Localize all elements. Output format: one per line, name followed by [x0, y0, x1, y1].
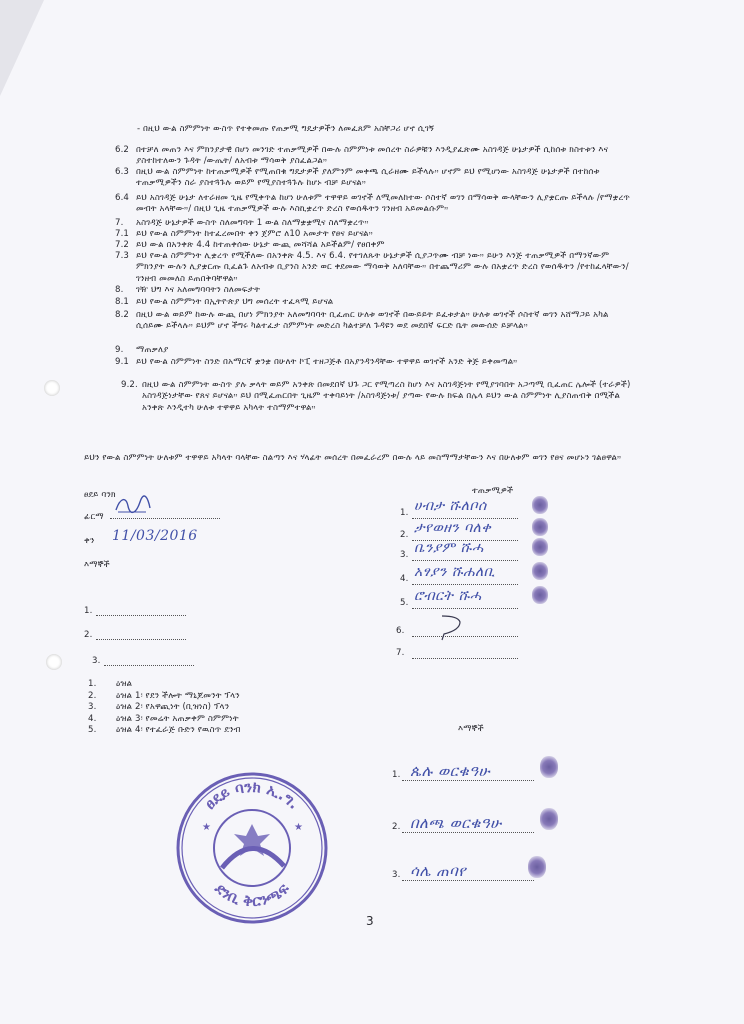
clause-number: 7.1	[115, 229, 129, 239]
beneficiary-signature: ቤንያም ሹሓ	[414, 540, 484, 556]
signature-line	[110, 518, 220, 519]
beneficiary-line	[412, 518, 518, 519]
right-witness-number: 3.	[392, 870, 401, 880]
attachment-number: 5.	[88, 725, 97, 735]
clause-number: 7.	[115, 218, 124, 228]
clause-text: ይህ የውል ስምምነት ከተፈረመበት ቀን ጀምሮ ለ10 አመታት የፀና ይሆናል።	[136, 229, 373, 239]
clause-text: ይህ የውል ስምምነት ሊቋረጥ የሚችለው በአንቀጽ 4.5. እና 6.4. የተገለጹት ሁኔታዎች ሲያጋጥሙ ብቻ ነው። ይሁን እንጅ ተጠቃሚዎች በማንኛውም ምክንያት ውሉን ሊያቋርጡ ቢፈልጉ ለአብቱ ቢያንስ አንድ ወር ቀደመው ማሳወቅ አለባቸው። በተጨማሪም ውሉ በአቋረጥ ድረስ የወሰዱትን /የተከፈላቸውን/ ገንዘብ መመለስ ይጠበቅባቸዋል።	[136, 251, 629, 284]
punch-hole	[46, 654, 62, 670]
right-witness-line	[402, 780, 534, 781]
clause-text: በዚህ ውል ስምምነት ውስጥ ያሉ ቃላት ወይም አንቀጽ በመደበኛ ህጉ ጋር የሚጣረስ ከሆነ እና አስገዳጅነት የሚያገባበት አጋጣሚ ቢፈጠር ሌሎች (ተራዎች) አስገዳጅነታቸው የጸና ይሆናል። ይህ በሚፈጠርበት ጊዜም ተቀባይነት /አስገዳጅነቱ/ ያጣው የውሉ ክፍል በሌላ ይህን ውል ስምምነት ሊያስጠብቅ በሚችል አንቀጽ እንዲተካ ሁለቱ ተዋዋይ አካላት ተስማምተዋል።	[142, 380, 631, 413]
attachment-number: 1.	[88, 679, 97, 689]
stamp-star-icon: ★	[202, 822, 211, 833]
beneficiary-line	[412, 560, 518, 561]
stamp-bottom-text: ደንቢ ቅርንጫፍ	[211, 879, 293, 911]
attachment-number: 4.	[88, 713, 97, 724]
beneficiary-signature: ሮብርት ሹሓ	[414, 588, 482, 604]
fingerprint-icon	[532, 518, 548, 536]
attachment-text: ዕዝል 1፡ የደን ችሎት ማኒጆመንት ፕላን	[116, 690, 240, 701]
beneficiary-number: 2.	[400, 530, 409, 540]
attachment-text: ዕዝል 2፡ የአዋጪነት (ቢዝነስ) ፕላን	[116, 702, 230, 712]
clause-number: 6.4	[115, 193, 129, 203]
fingerprint-icon	[540, 756, 558, 778]
clause-text: ገዥ ህግ እና አለመግባባትን ስለመፍታት	[136, 285, 261, 295]
folded-corner	[0, 0, 44, 96]
stamp-star-icon: ★	[294, 822, 303, 833]
right-witness-signature: በለጫ ወርቁዓሁ	[410, 814, 502, 832]
beneficiaries-label: ተጠቃሚዎች	[472, 486, 514, 496]
fingerprint-icon	[528, 856, 546, 878]
clause-text: አስገዳጅ ሁኔታዎች ውስጥ ስለመግባት 1 ውል ስለማቋቋሚና ስለማቋረጥ።	[136, 218, 369, 228]
clause-text: ይህ የውል ስምምነት ስንድ በአማርኛ ቋንቋ በሁለት ኮፒ ተዘጋጅቶ በአያንዳንዳቸው ተዋዋይ ወገኖች አንድ ቅጅ ይቀመጣል።	[136, 357, 518, 367]
attachment-number: 3.	[88, 702, 97, 712]
attachment-text: ዕዝል 3፡ የመሬት አጠቃቀም ስምምነት	[116, 713, 239, 724]
beneficiary-line	[412, 658, 518, 659]
clause-number: 7.3	[115, 251, 129, 261]
beneficiary-number: 6.	[396, 626, 405, 636]
fingerprint-icon	[540, 808, 558, 830]
closing-statement: ይህን የውል ስምምነት ሁለቱም ተዋዋይ አካላት ባላቸው ስልጣን እና ሃላፊት መሰረት በመፈራረም በውሉ ላይ መስማማታቸውን እና በሁለቱም ወገን የፀና መሆኑን ገልፀዋል።	[84, 453, 622, 463]
bank-stamp	[172, 770, 332, 926]
beneficiary-signature: ሀብታ ሹለቦሰ	[414, 498, 487, 514]
clause-number: 9.2.	[121, 380, 138, 390]
clause-text: ይህ የውል ስምምነት በኢትዮጵያ ህግ መሰረት ተፈጻሚ ይሆናል	[136, 297, 334, 307]
clause-text: በዚህ ውል ስምምነት ከተጠቃሚዎች የሚጠበቁ ግዴታዎች ያለምንም መቀጫ ሲራዘሙ ይችላሉ። ሆኖም ይህ የሚሆነው አስገዳጅ ሁኔታዎች በተከሰቱ ተጠቃሚዎችን ስራ ያስተጓጉሉ ወይም የሚያስተጓጉሉ ከሆኑ ብቻ ይሆናል።	[136, 167, 600, 189]
clause-number: 8.	[115, 285, 124, 295]
beneficiary-signature: አፃያን ሹሐለቢ	[414, 564, 496, 580]
left-witness-number: 1.	[84, 606, 93, 616]
clause-number: 6.3	[115, 167, 129, 177]
clause-number: 7.2	[115, 240, 129, 250]
clause-text: በተቻለ መጠን እና ምክንያታዊ በሆነ መንገድ ተጠቃሚዎች በውሉ ስምምነቱ መሰረት ስራዎቹን እንዲያፈጽሙ አስገዳጅ ሁኔታዎች ሲከሰቱ ክስተቱን እና ያስተከተለውን ጉዳት /ውጤት/ ለአብቱ ማሳወቅ ያስፈልጋል።	[136, 145, 609, 167]
clause-number: 8.2	[115, 310, 129, 320]
left-witness-line	[104, 665, 194, 666]
beneficiary-line	[412, 608, 518, 609]
beneficiary-number: 3.	[400, 550, 409, 560]
beneficiary-number: 7.	[396, 648, 405, 658]
signature-label: ፊርማ	[84, 512, 104, 522]
witness-label: እማኞች	[84, 560, 110, 570]
clause-number: 9.1	[115, 357, 129, 367]
right-witness-number: 1.	[392, 770, 401, 780]
intro-line: - በዚህ ውል ስምምነት ውስጥ የተቀመጡ የጠቃሚ ግዴታዎችን ለመፈጸም አስቸጋሪ ሆኖ ሲገኝ	[137, 124, 435, 134]
bank-signature	[112, 494, 152, 518]
svg-text:ደንቢ ቅርንጫፍ	[211, 879, 294, 911]
attachment-number: 2.	[88, 690, 97, 701]
right-witness-signature: ሳሌ ጠባየ	[410, 862, 467, 880]
left-witness-number: 2.	[84, 630, 93, 640]
fingerprint-icon	[532, 496, 548, 514]
beneficiary-number: 1.	[400, 508, 409, 518]
stamp-top-text: ፀደይ ባንክ ኢ.ግ.	[201, 777, 304, 813]
left-witness-line	[96, 639, 186, 640]
right-witness-label: እማኞች	[458, 724, 484, 734]
beneficiary-line	[412, 584, 518, 585]
beneficiary-number: 5.	[400, 598, 409, 608]
clause-text: ማጠቃለያ	[136, 345, 169, 355]
beneficiary-number: 4.	[400, 574, 409, 584]
clause-text: ይህ አስገዳጅ ሁኔታ ለተራዘመ ጊዜ የሚቀጥል ከሆነ ሁለቱም ተዋዋይ ወገኖች ለሚመለከተው ሶስተኛ ወገን በማሳወቅ ውላቸውን ሊያቋርጡ ይችላሉ /የማቋረጥ መብት አላቸው።/ በዚህ ጊዜ ተጠቃሚዎች ውሉ እስኪቋረጥ ድረስ የወሰዱትን ገንዘብ አይመልሱም።	[136, 193, 631, 215]
date-label: ቀን	[84, 536, 95, 546]
date-value: 11/03/2016	[112, 528, 198, 544]
right-witness-number: 2.	[392, 822, 401, 832]
bank-label: ፀደይ ባንክ	[84, 490, 116, 500]
left-witness-number: 3.	[92, 656, 101, 666]
clause-text: ይህ ውል በአንቀጽ 4.4 ከተጠቀሰው ሁኔታ ውጪ መሻሻል አይችልም/ የፀበቀም	[136, 240, 385, 250]
fingerprint-icon	[532, 586, 548, 604]
clause-number: 9.	[115, 345, 124, 355]
pen-stroke	[438, 612, 468, 642]
right-witness-line	[402, 880, 534, 881]
right-witness-signature: ጴሉ ወርቁዓሁ	[410, 762, 491, 780]
clause-number: 6.2	[115, 145, 129, 155]
clause-text: በዚህ ውል ወይም ከውሉ ውጪ በሆነ ምክንያት አለመግባባት ቢፈጠር ሁለቱ ወገኖች በውይይት ይፈቱታል። ሁለቱ ወገኖች ሶስተኛ ወገን አሸማጋይ አካል ሲሰይሙ ይችላሉ። ይህም ሆኖ ችግሩ ካልተፈታ ስምምነት መድረስ ካልተቻለ ጉዳዩን ወደ መደበኛ ፍርድ ቤት መውሰድ ይቻላል።	[136, 310, 609, 332]
right-witness-line	[402, 832, 534, 833]
page-number: 3	[366, 914, 374, 928]
attachment-text: ዕዝል 4፡ የተፈራጅ ቡድን የዉስጥ ደንብ	[116, 725, 241, 735]
attachment-text: ዕዝል	[116, 679, 133, 689]
beneficiary-signature: ታየወዘን ባለቀ	[414, 520, 492, 536]
fingerprint-icon	[532, 562, 548, 580]
punch-hole	[44, 380, 60, 396]
left-witness-line	[96, 615, 186, 616]
fingerprint-icon	[532, 538, 548, 556]
clause-number: 8.1	[115, 297, 129, 307]
